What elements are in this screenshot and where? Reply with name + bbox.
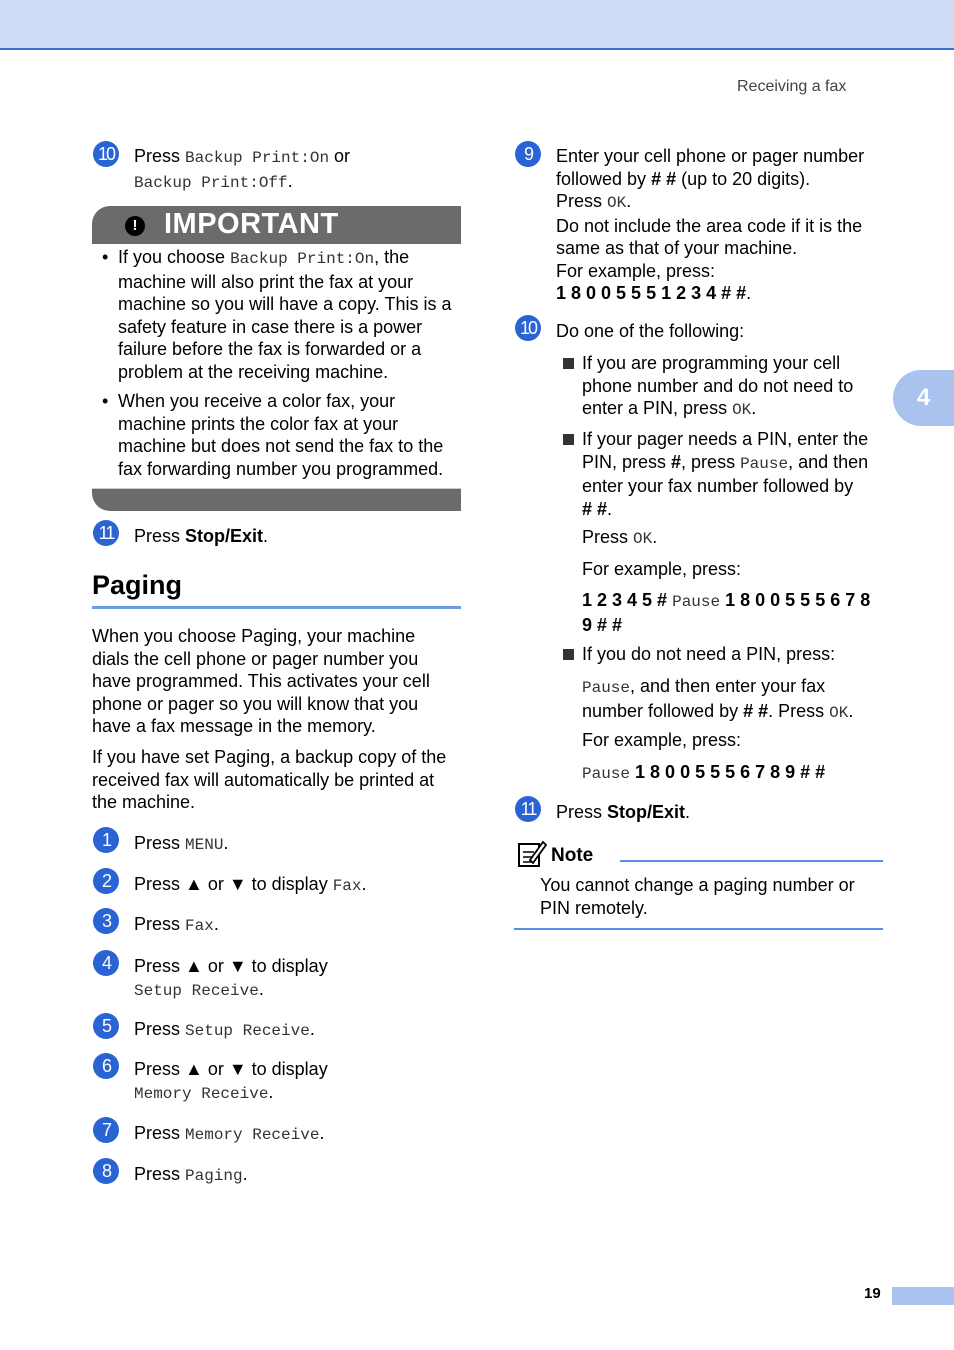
running-head: Receiving a fax <box>737 78 847 95</box>
important-bullet-1: • If you choose Backup Print:On, the machine will also print the fax at your machine so you will have a copy. This is a safety feature in case there is a power failure before the fax is forwarded or a problem at the receiving machine. <box>102 247 452 382</box>
bullet-square <box>563 358 574 369</box>
option-2-example: 1 2 3 4 5 # Pause 1 8 0 0 5 5 5 6 7 8 9 # # <box>582 590 871 635</box>
header-bar <box>0 0 954 50</box>
step-number-10b: 10 <box>515 315 541 341</box>
left-step-11: Press Stop/Exit. <box>134 526 269 546</box>
bullet-square <box>563 434 574 445</box>
step-number-3: 3 <box>93 908 119 934</box>
note-pencil-icon <box>516 838 548 870</box>
option-3-example: Pause 1 8 0 0 5 5 5 6 7 8 9 # # <box>582 762 826 783</box>
step-number-6: 6 <box>93 1053 119 1079</box>
step-number-8: 8 <box>93 1158 119 1184</box>
left-step-7: Press Memory Receive. <box>134 1123 325 1144</box>
left-step-1: Press MENU. <box>134 833 229 854</box>
step-number-2: 2 <box>93 868 119 894</box>
important-title: IMPORTANT <box>164 208 339 240</box>
page-number: 19 <box>864 1285 881 1302</box>
right-step-9: Enter your cell phone or pager number followed by # # (up to 20 digits). Press OK. Do not include the area code if it is the same as that of your machine. For example, press: 1 8 0 0 5 5 5 1 2 3 4 # #. <box>556 146 865 303</box>
step-number-11b: 11 <box>515 796 541 822</box>
note-text: You cannot change a paging number or PIN remotely. <box>540 875 855 918</box>
left-step-3: Press Fax. <box>134 914 219 935</box>
important-footer <box>92 488 461 511</box>
step-number-1: 1 <box>93 827 119 853</box>
step-number-4: 4 <box>93 950 119 976</box>
step-number-10: 10 <box>93 141 119 167</box>
option-3-example-label: For example, press: <box>582 730 742 750</box>
note-title: Note <box>551 845 594 866</box>
left-step-4: Press ▲ or ▼ to display Setup Receive. <box>134 956 328 1000</box>
right-step-10-intro: Do one of the following: <box>556 321 745 341</box>
option-3: If you do not need a PIN, press: <box>582 643 887 666</box>
note-rule-top <box>620 860 883 862</box>
step-number-9: 9 <box>515 141 541 167</box>
important-bullet-2: • When you receive a color fax, your machine prints the color fax at your machine but does not send the fax to the fax forwarding number you programmed. <box>102 391 444 479</box>
step-number-5: 5 <box>93 1013 119 1039</box>
section-heading: Paging <box>92 570 183 600</box>
page-bar <box>892 1287 954 1305</box>
step-number-7: 7 <box>93 1117 119 1143</box>
important-header <box>92 206 461 244</box>
left-step-2: Press ▲ or ▼ to display Fax. <box>134 874 367 895</box>
option-2: If your pager needs a PIN, enter the PIN, press #, press Pause, and then enter your fax number followed by # #. <box>582 428 887 520</box>
bullet-square <box>563 649 574 660</box>
option-2-example-label: For example, press: <box>582 559 742 579</box>
option-3-detail: Pause, and then enter your fax number followed by # #. Press OK. <box>582 676 854 722</box>
right-step-11: Press Stop/Exit. <box>556 802 691 822</box>
paragraph-1: When you choose Paging, your machine dials the cell phone or pager number you have programmed. This activates your cell phone or pager so you will know that you have a fax message in the memory. <box>92 626 430 736</box>
chapter-tab: 4 <box>893 370 954 426</box>
step-number-11: 11 <box>93 520 119 546</box>
paragraph-2: If you have set Paging, a backup copy of the received fax will automatically be printed at the machine. <box>92 747 447 812</box>
note-rule-bottom <box>514 928 883 930</box>
heading-rule <box>92 606 461 609</box>
warning-icon: ! <box>125 216 145 236</box>
left-step-5: Press Setup Receive. <box>134 1019 315 1040</box>
left-step-8: Press Paging. <box>134 1164 248 1185</box>
left-step-10: Press Backup Print:On or Backup Print:Off. <box>134 146 351 192</box>
left-step-6: Press ▲ or ▼ to display Memory Receive. <box>134 1059 328 1103</box>
option-2-press: Press OK. <box>582 527 658 548</box>
option-1: If you are programming your cell phone number and do not need to enter a PIN, press OK. <box>582 352 887 422</box>
